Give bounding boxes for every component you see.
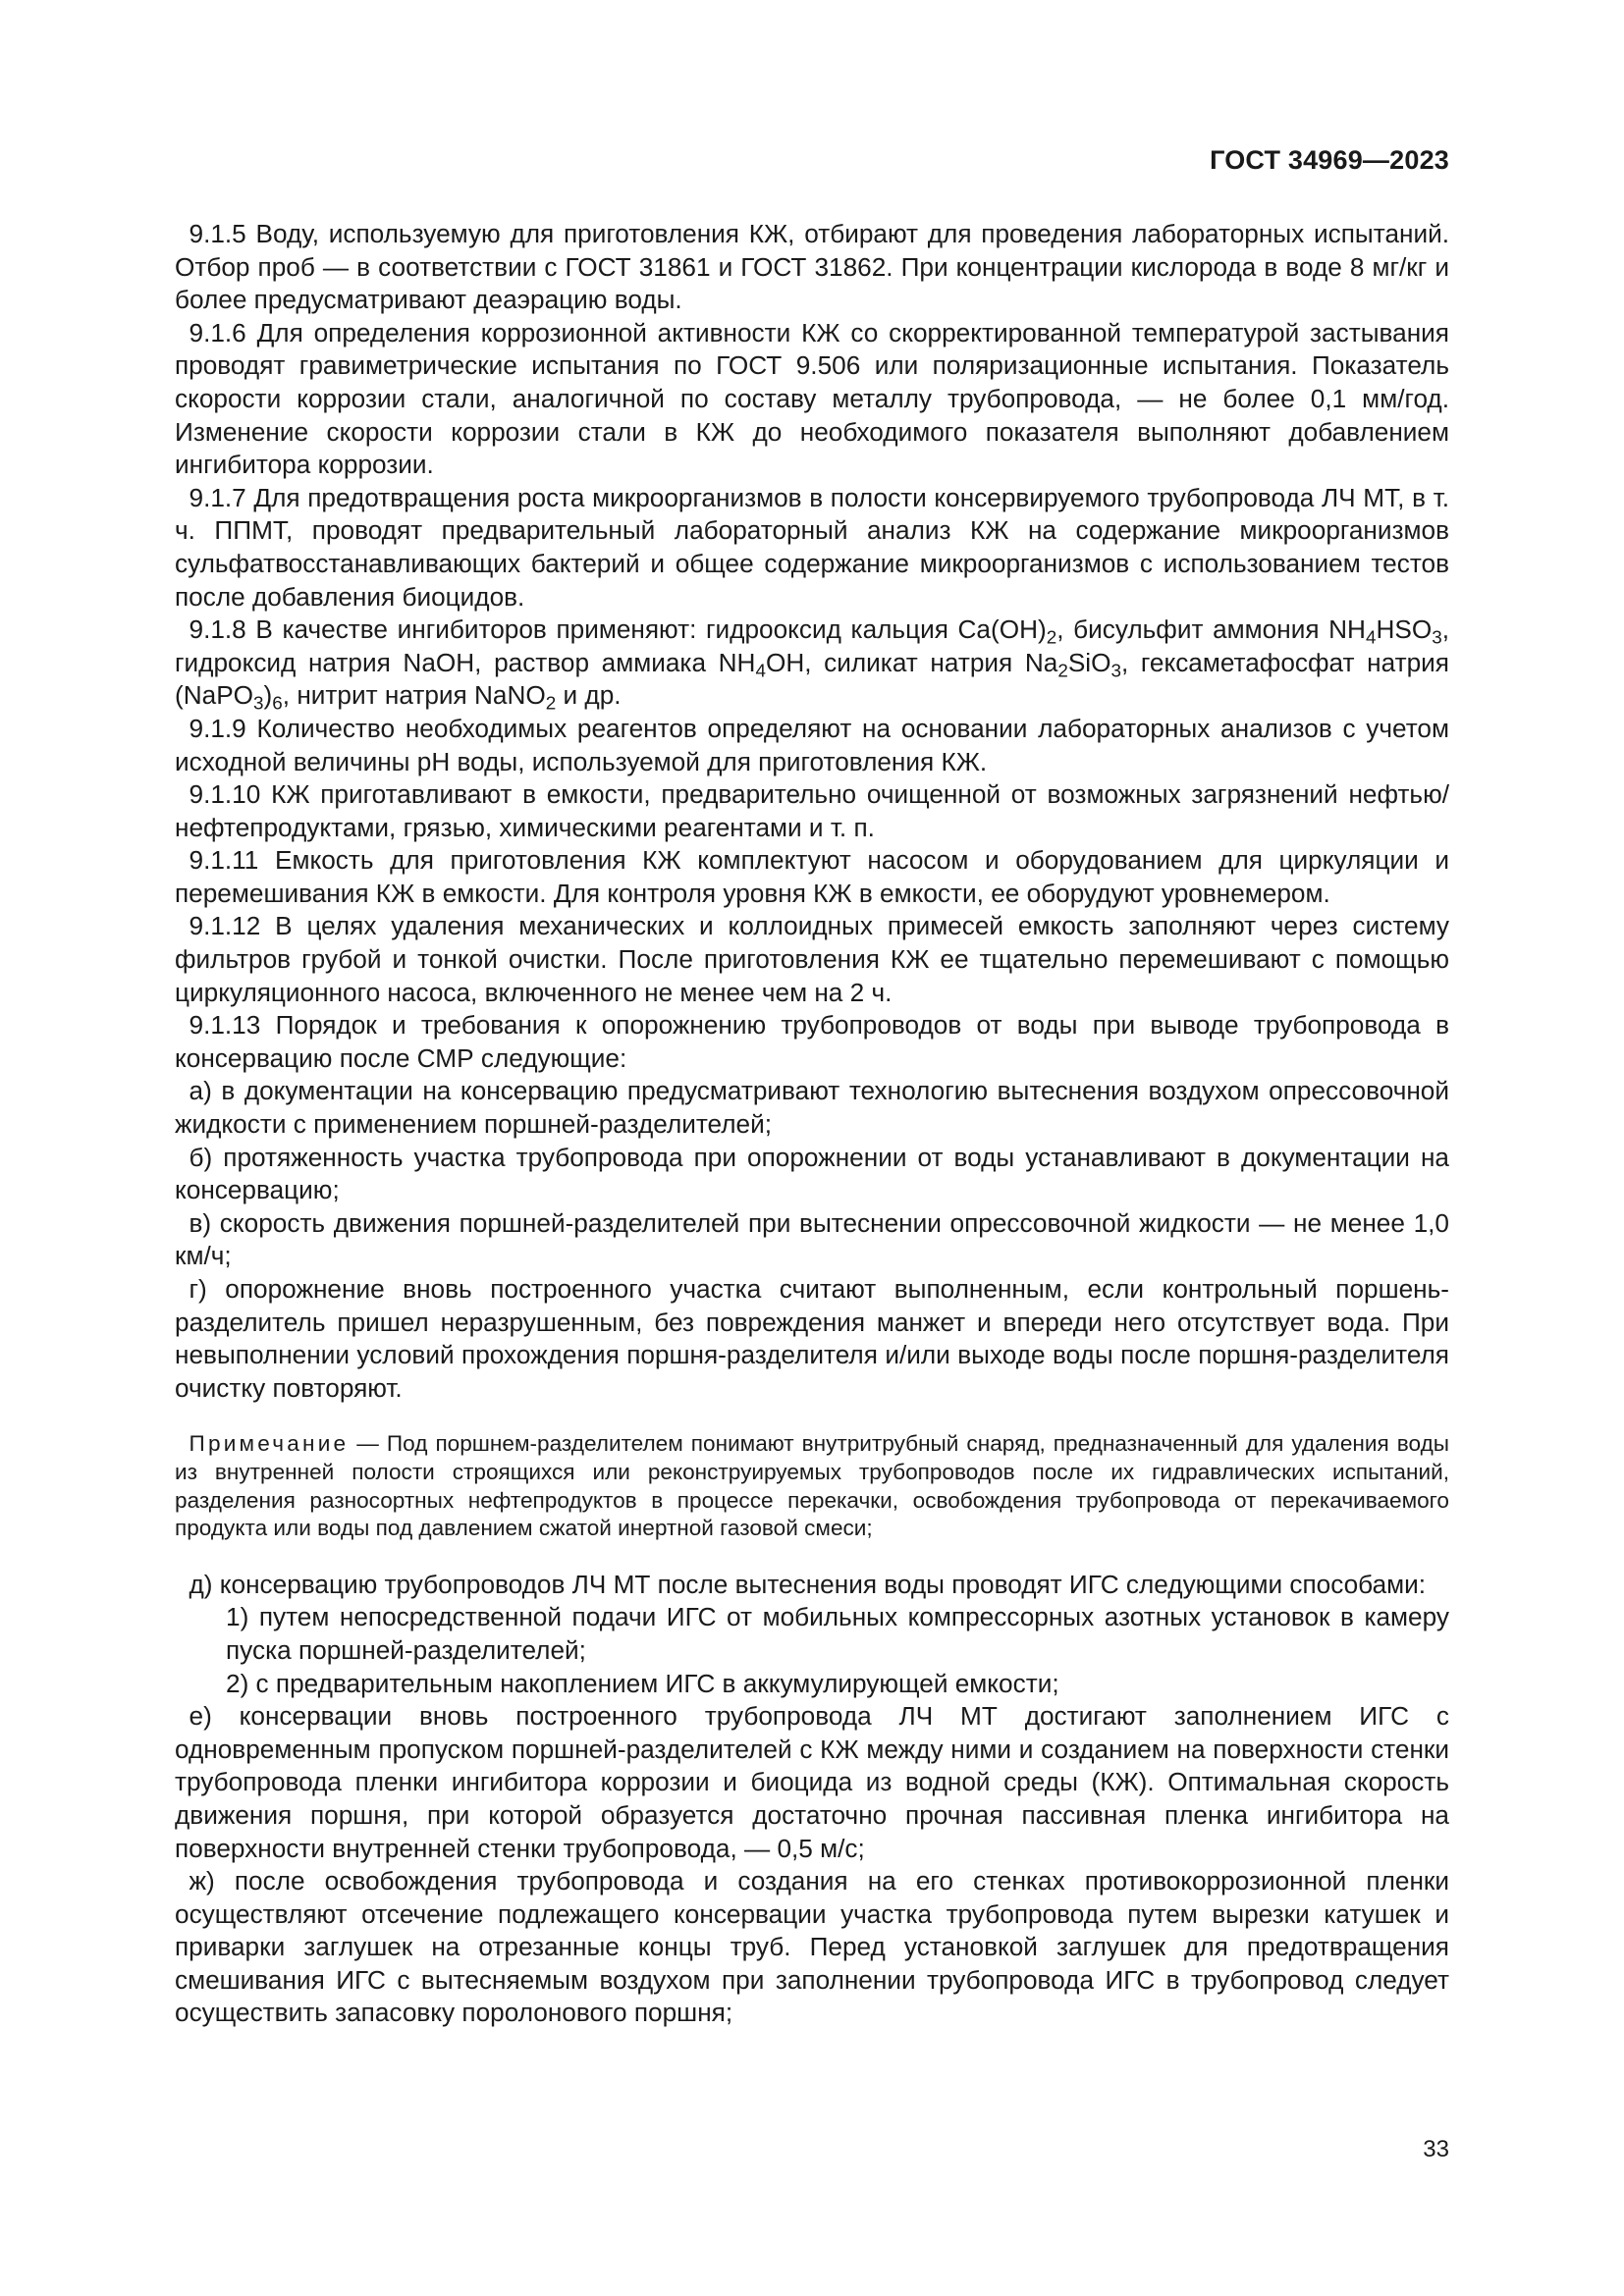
text-segment: и др. [556, 680, 622, 711]
sub-item-2: 2) с предварительным накоплением ИГС в аккумулирующей емкости; [226, 1668, 1059, 1698]
document-body [175, 218, 1449, 2030]
subscript: 2 [1057, 660, 1068, 680]
subscript: 6 [272, 692, 283, 714]
note-block [175, 1430, 1449, 1542]
subscript: 2 [1046, 626, 1057, 648]
text-segment: HSO [1376, 614, 1433, 645]
paragraph-9-1-13: 9.1.13 Порядок и требования к опорожнению трубопроводов от воды при выводе трубопровода в консервацию после СМР следующие: [175, 1010, 1449, 1073]
text-segment: , гидроксид натрия NaOH, раствор аммиака NH [175, 614, 1449, 677]
list-item-b: б) протяженность участка трубопровода при опорожнении от воды устанавливают в документации на консервацию; [175, 1142, 1449, 1205]
paragraph-9-1-12: 9.1.12 В целях удаления механических и коллоидных примесей емкость заполняют через систему фильтров грубой и тонкой очистки. После приготовления КЖ ее тщательно перемешивают с помощью циркуляционного насоса, включенного не менее чем на 2 ч. [175, 911, 1449, 1007]
sub-item-1: 1) путем непосредственной подачи ИГС от мобильных компрессорных азотных установок в камеру пуска поршней-разделителей; [226, 1602, 1449, 1665]
document-id-header: ГОСТ 34969—2023 [1210, 145, 1449, 175]
paragraph-9-1-9: 9.1.9 Количество необходимых реагентов определяют на основании лабораторных анализов с учетом исходной величины pH воды, используемой для приготовления КЖ. [175, 713, 1449, 776]
paragraph-9-1-5: 9.1.5 Воду, используемую для приготовления КЖ, отбирают для проведения лабораторных испытаний. Отбор проб — в соответствии с ГОСТ 31861 и ГОСТ 31862. При концентрации кислорода в воде 8 мг/кг и более предусматривают деаэрацию воды. [175, 219, 1449, 315]
text-segment: , бисульфит аммония NH [1056, 614, 1366, 645]
list-item-g: г) опорожнение вновь построенного участка считают выполненным, если контрольный поршень-разделитель пришел неразрушенным, без повреждения манжет и впереди него отсутствует вода. При невыполнении условий прохождения поршня-разделителя и/или выходе воды после поршня-разделителя очистку повторяют. [175, 1274, 1449, 1403]
subscript: 3 [1110, 660, 1121, 680]
paragraph-9-1-8 [175, 614, 1449, 713]
text-segment: OH, силикат натрия Na [765, 647, 1058, 677]
page-number: 33 [1423, 2136, 1449, 2163]
text-segment: SiO [1067, 647, 1111, 677]
subscript: 4 [755, 660, 766, 680]
list-item-zh: ж) после освобождения трубопровода и создания на его стенках противокоррозионной пленки осуществляют отсечение подлежащего консервации участка трубопровода путем вырезки катушек и приварки заглушек на отрезанные концы труб. Перед установкой заглушек для предотвращения смешивания ИГС с вытесняемым воздухом при заполнении трубопровода ИГС в трубопровод следует осуществить запасовку поролонового поршня; [175, 1866, 1449, 2028]
paragraph-9-1-7: 9.1.7 Для предотвращения роста микроорганизмов в полости консервируемого трубопровода ЛЧ МТ, в т. ч. ППМТ, проводят предварительный лабораторный анализ КЖ на содержание микроорганизмов сульфатвосстанавливающих бактерий и общее содержание микроорганизмов с использованием тестов после добавления биоцидов. [175, 482, 1449, 612]
subscript: 3 [253, 692, 264, 714]
text-segment: , нитрит натрия NaNO [282, 680, 546, 711]
subscript: 4 [1365, 626, 1377, 648]
subscript: 3 [1432, 626, 1442, 648]
list-item-e: е) консервации вновь построенного трубопровода ЛЧ МТ достигают заполнением ИГС с одновременным пропуском поршней-разделителей с КЖ между ними и созданием на поверхности стенки трубопровода пленки ингибитора коррозии и биоцида из водной среды (КЖ). Оптимальная скорость движения поршня, при которой образуется достаточно прочная пассивная пленка ингибитора на поверхности внутренней стенки трубопровода, — 0,5 м/с; [175, 1701, 1449, 1863]
paragraph-9-1-10: 9.1.10 КЖ приготавливают в емкости, предварительно очищенной от возможных загрязнений нефтью/нефтепродуктами, грязью, химическими реагентами и т. п. [175, 779, 1449, 842]
paragraph-9-1-6: 9.1.6 Для определения коррозионной активности КЖ со скорректированной температурой застывания проводят гравиметрические испытания по ГОСТ 9.506 или поляризационные испытания. Показатель скорости коррозии стали, аналогичной по составу металлу трубопровода, — не более 0,1 мм/год. Изменение скорости коррозии стали в КЖ до необходимого показателя выполняют добавлением ингибитора коррозии. [175, 317, 1449, 480]
text-segment: , гексаметафосфат натрия (NaPO [175, 647, 1449, 711]
subscript: 2 [545, 692, 557, 714]
paragraph-9-1-11: 9.1.11 Емкость для приготовления КЖ комплектуют насосом и оборудованием для циркуляции и перемешивания КЖ в емкости. Для контроля уровня КЖ в емкости, ее оборудуют уровнемером. [175, 845, 1449, 908]
note-label: Примечание [189, 1431, 350, 1457]
list-item-v: в) скорость движения поршней-разделителей при вытеснении опрессовочной жидкости — не менее 1,0 км/ч; [175, 1207, 1449, 1271]
note-text: — Под поршнем-разделителем понимают внутритрубный снаряд, предназначенный для удаления воды из внутренней полости строящихся или реконструируемых трубопроводов после их гидравлических испытаний, разделения разносортных нефтепродуктов в процессе перекачки, освобождения трубопровода от перекачиваемого продукта или воды под давлением сжатой инертной газовой смеси; [175, 1431, 1449, 1541]
list-item-d: д) консервацию трубопроводов ЛЧ МТ после вытеснения воды проводят ИГС следующими способами: [189, 1569, 1427, 1599]
text-segment: ) [263, 680, 273, 711]
list-item-a: а) в документации на консервацию предусматривают технологию вытеснения воздухом опрессовочной жидкости с применением поршней-разделителей; [175, 1076, 1449, 1140]
text-segment: 9.1.8 В качестве ингибиторов применяют: гидрооксид кальция Ca(OH) [189, 614, 1047, 645]
